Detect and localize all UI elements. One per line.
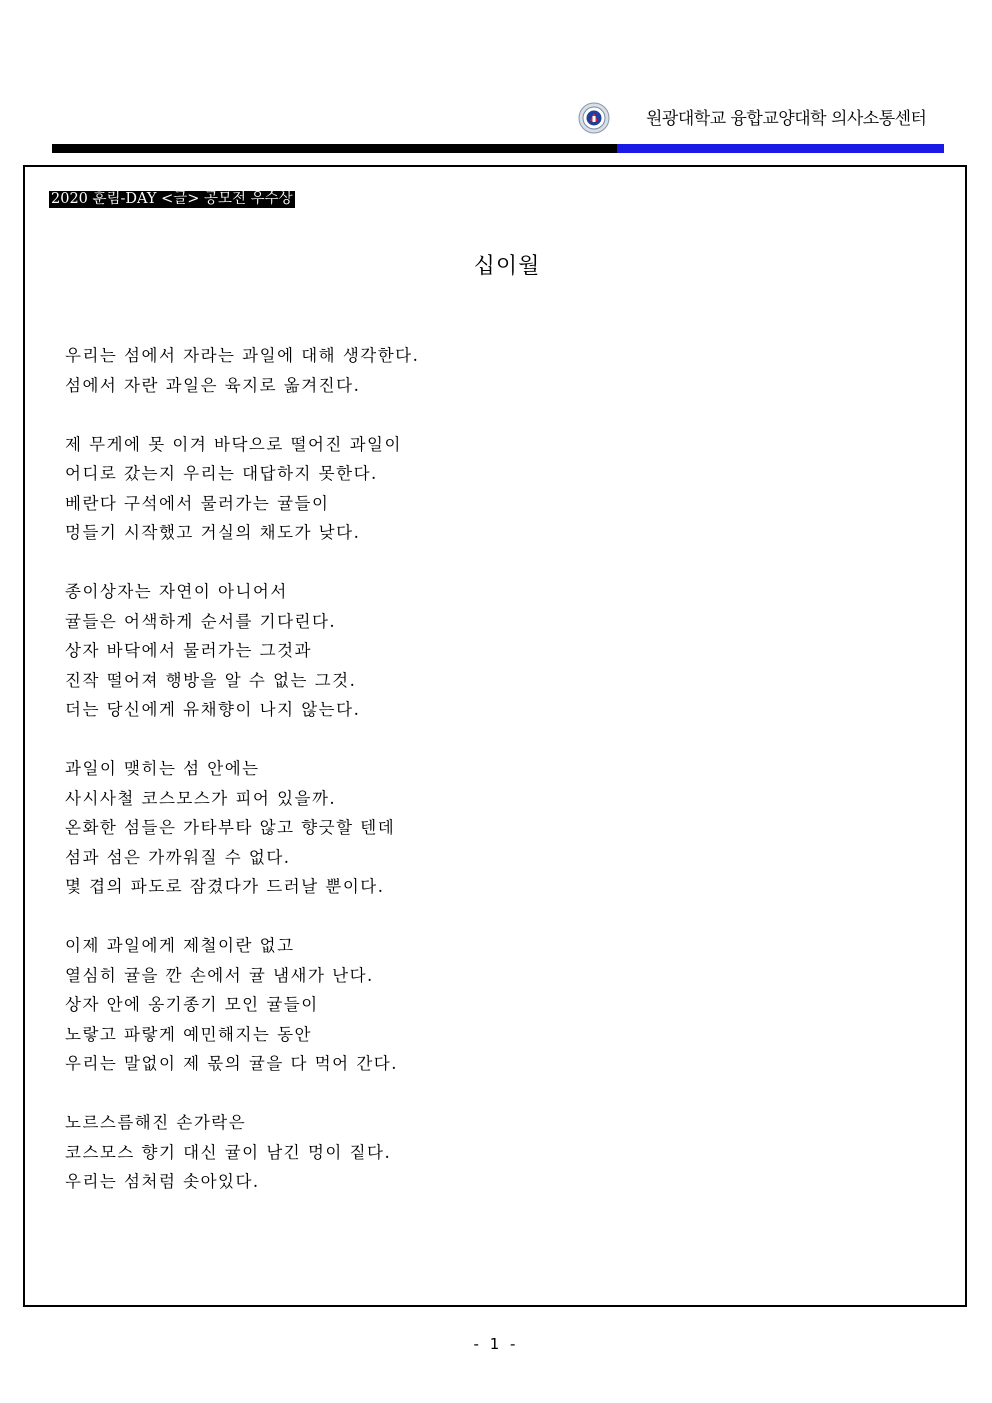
poem-line: 진작 떨어져 행방을 알 수 없는 그것.	[65, 670, 357, 690]
poem-line: 어디로 갔는지 우리는 대답하지 못한다.	[65, 464, 378, 483]
poem-line: 코스모스 향기 대신 귤이 남긴 멍이 짙다.	[65, 1142, 392, 1162]
poem-line: 더는 당신에게 유채향이 나지 않는다.	[65, 700, 361, 719]
poem-line: 상자 안에 옹기종기 모인 귤들이	[65, 995, 319, 1014]
stanza	[65, 341, 925, 400]
poem-line: 노르스름해진 손가락은	[65, 1113, 247, 1132]
poem-line: 귤들은 어색하게 순서를 기다린다.	[65, 611, 337, 631]
poem-line: 이제 과일에게 제철이란 없고	[65, 936, 295, 955]
poem-line: 온화한 섬들은 가타부타 않고 향긋할 텐데	[65, 818, 396, 837]
content-frame	[23, 165, 967, 1307]
poem-line: 사시사철 코스모스가 피어 있을까.	[65, 788, 337, 808]
page-header	[0, 0, 992, 160]
poem-line: 몇 겹의 파도로 잠겼다가 드러날 뿐이다.	[65, 877, 385, 896]
poem-line: 종이상자는 자연이 아니어서	[65, 582, 288, 601]
organization-name: 원광대학교 융합교양대학 의사소통센터	[646, 109, 927, 129]
poem-line: 우리는 섬에서 자라는 과일에 대해 생각한다.	[65, 346, 420, 365]
stanza	[65, 577, 925, 725]
stanza	[65, 754, 925, 902]
university-emblem-icon	[578, 102, 610, 134]
page-number: - 1 -	[473, 1335, 519, 1353]
poem-line: 열심히 귤을 깐 손에서 귤 냄새가 난다.	[65, 965, 374, 985]
poem-title: 십이월	[473, 254, 541, 279]
poem-body	[65, 341, 925, 1226]
poem-line: 베란다 구석에서 물러가는 귤들이	[65, 493, 330, 513]
poem-line: 제 무게에 못 이겨 바닥으로 떨어진 과일이	[65, 434, 402, 454]
header-rule-blue	[617, 144, 944, 153]
stanza	[65, 430, 925, 548]
poem-line: 상자 바닥에서 물러가는 그것과	[65, 641, 312, 660]
poem-line: 섬과 섬은 가까워질 수 없다.	[65, 847, 291, 867]
poem-line: 섬에서 자란 과일은 육지로 옮겨진다.	[65, 375, 361, 395]
poem-line: 노랗고 파랗게 예민해지는 동안	[65, 1024, 312, 1044]
stanza	[65, 1108, 925, 1197]
poem-line: 우리는 섬처럼 솟아있다.	[65, 1172, 260, 1191]
poem-line: 과일이 맺히는 섬 안에는	[65, 759, 260, 778]
award-label: 2020 훈림-DAY <글> 공모전 우수상	[51, 191, 293, 207]
header-rule-black	[52, 144, 617, 153]
poem-line: 우리는 말없이 제 몫의 귤을 다 먹어 간다.	[65, 1054, 398, 1073]
poem-line: 멍들기 시작했고 거실의 채도가 낮다.	[65, 523, 361, 542]
stanza	[65, 931, 925, 1079]
